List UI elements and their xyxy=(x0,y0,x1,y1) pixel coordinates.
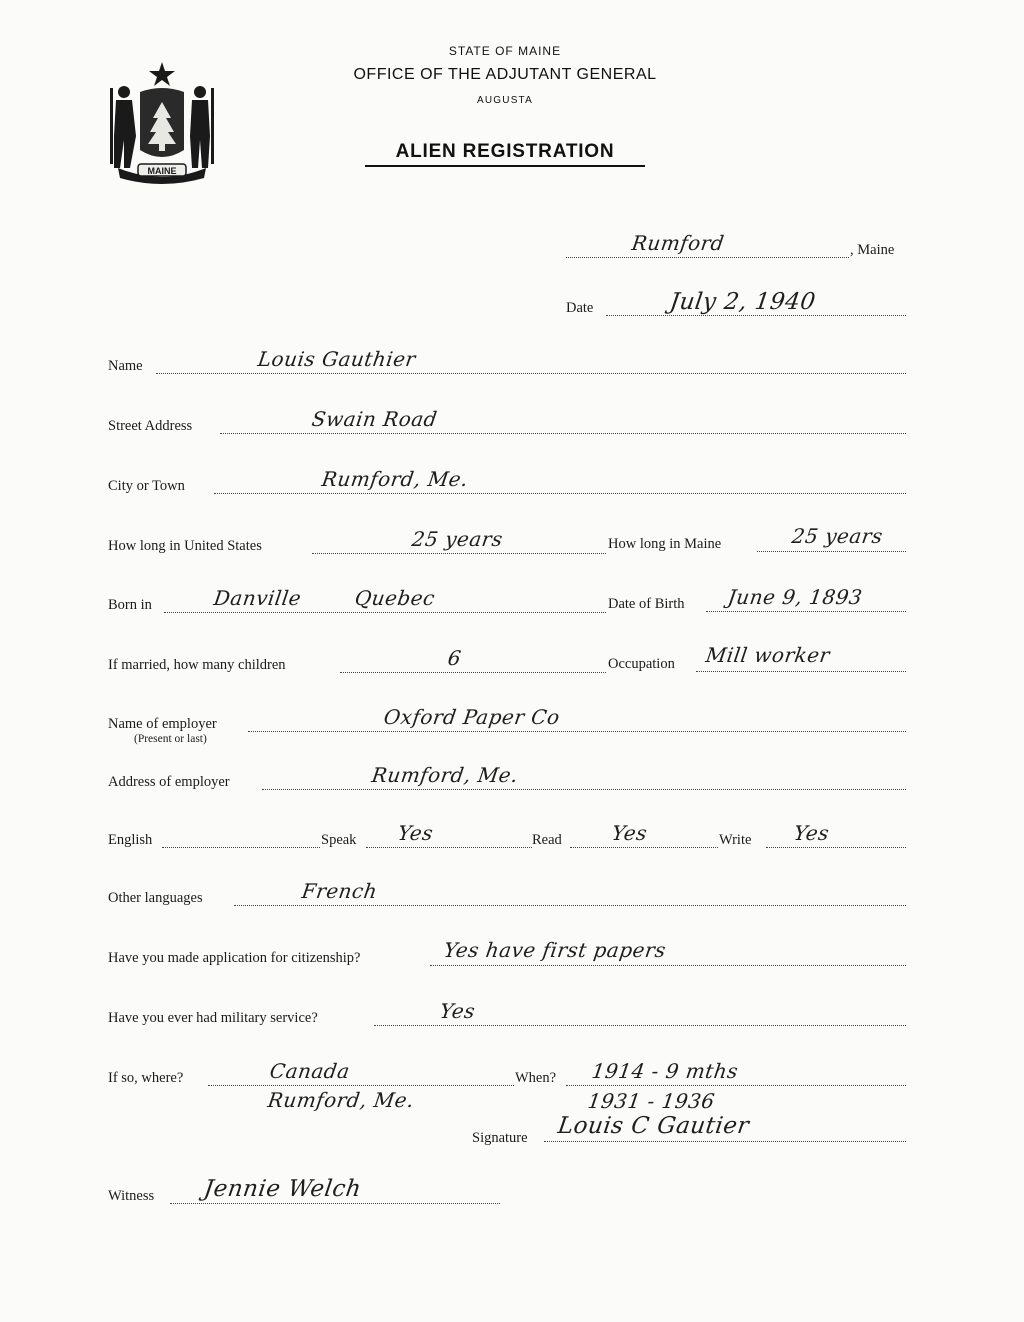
when-label: When? xyxy=(515,1070,557,1086)
state-heading: STATE OF MAINE xyxy=(448,44,562,58)
employer-name-value[interactable]: Oxford Paper Co xyxy=(382,705,562,729)
speak-value[interactable]: Yes xyxy=(396,821,435,845)
occupation-line xyxy=(696,671,906,672)
city-or-town-label: City or Town xyxy=(108,478,185,494)
date-label: Date xyxy=(566,300,594,316)
occupation-label: Occupation xyxy=(608,656,675,672)
date-of-birth-label: Date of Birth xyxy=(608,596,685,612)
when-value-1[interactable]: 1914 - 9 mths xyxy=(590,1059,740,1083)
name-value[interactable]: Louis Gauthier xyxy=(256,347,418,371)
speak-label: Speak xyxy=(321,832,357,848)
how-long-maine-label: How long in Maine xyxy=(608,536,722,552)
office-heading: OFFICE OF THE ADJUTANT GENERAL xyxy=(353,66,657,83)
witness-label: Witness xyxy=(108,1188,155,1204)
street-address-line xyxy=(220,433,906,434)
citizenship-line xyxy=(430,965,906,966)
write-line xyxy=(766,847,906,848)
city-or-town-value[interactable]: Rumford, Me. xyxy=(320,467,470,491)
employer-address-line xyxy=(262,789,906,790)
military-value[interactable]: Yes xyxy=(438,999,477,1023)
when-value-2[interactable]: 1931 - 1936 xyxy=(586,1089,717,1113)
born-in-line xyxy=(164,612,606,613)
write-label: Write xyxy=(719,832,752,848)
read-value[interactable]: Yes xyxy=(610,821,649,845)
other-languages-label: Other languages xyxy=(108,890,203,906)
how-long-maine-line xyxy=(757,551,906,552)
date-of-birth-value[interactable]: June 9, 1893 xyxy=(726,585,864,609)
other-languages-line xyxy=(234,905,906,906)
seal-label: MAINE xyxy=(147,166,177,176)
employer-address-value[interactable]: Rumford, Me. xyxy=(370,763,520,787)
children-value[interactable]: 6 xyxy=(446,646,463,670)
born-in-label: Born in xyxy=(108,597,152,613)
street-address-value[interactable]: Swain Road xyxy=(310,407,439,431)
city-or-town-line xyxy=(214,493,906,494)
children-label: If married, how many children xyxy=(108,657,286,673)
title-underline xyxy=(365,165,645,167)
street-address-label: Street Address xyxy=(108,418,193,434)
name-label: Name xyxy=(108,358,143,374)
how-long-us-line xyxy=(312,553,606,554)
signature-line xyxy=(544,1141,906,1142)
town-value[interactable]: Rumford xyxy=(630,231,726,255)
born-in-town-value[interactable]: Danville xyxy=(212,586,303,610)
where-line xyxy=(208,1085,514,1086)
how-long-us-value[interactable]: 25 years xyxy=(410,527,505,551)
english-line xyxy=(162,847,320,848)
town-line xyxy=(566,257,849,258)
employer-name-line xyxy=(248,731,906,732)
children-line xyxy=(340,672,606,673)
read-line xyxy=(570,847,718,848)
date-of-birth-line xyxy=(706,611,906,612)
date-line xyxy=(606,315,906,316)
signature-value[interactable]: Louis C Gautier xyxy=(556,1113,751,1139)
write-value[interactable]: Yes xyxy=(792,821,831,845)
born-in-province-value[interactable]: Quebec xyxy=(353,586,437,610)
citizenship-value[interactable]: Yes have first papers xyxy=(442,938,668,962)
maine-label: , Maine xyxy=(850,242,895,258)
employer-note: (Present or last) xyxy=(134,733,207,745)
date-value[interactable]: July 2, 1940 xyxy=(668,289,818,315)
witness-line xyxy=(170,1203,500,1204)
city-heading: AUGUSTA xyxy=(477,95,533,106)
employer-name-label: Name of employer xyxy=(108,716,217,732)
when-line xyxy=(566,1085,906,1086)
english-label: English xyxy=(108,832,153,848)
where-value-1[interactable]: Canada xyxy=(268,1059,352,1083)
military-line xyxy=(374,1025,906,1026)
occupation-value[interactable]: Mill worker xyxy=(704,643,832,667)
employer-address-label: Address of employer xyxy=(108,774,230,790)
how-long-maine-value[interactable]: 25 years xyxy=(790,524,885,548)
read-label: Read xyxy=(532,832,562,848)
signature-label: Signature xyxy=(472,1130,528,1146)
military-label: Have you ever had military service? xyxy=(108,1010,318,1026)
name-line xyxy=(156,373,906,374)
where-label: If so, where? xyxy=(108,1070,184,1086)
speak-line xyxy=(366,847,532,848)
witness-value[interactable]: Jennie Welch xyxy=(202,1176,363,1202)
other-languages-value[interactable]: French xyxy=(300,879,379,903)
citizenship-label: Have you made application for citizenship? xyxy=(108,950,361,966)
form-title: ALIEN REGISTRATION xyxy=(395,141,615,162)
how-long-us-label: How long in United States xyxy=(108,538,262,554)
where-value-2[interactable]: Rumford, Me. xyxy=(266,1088,416,1112)
